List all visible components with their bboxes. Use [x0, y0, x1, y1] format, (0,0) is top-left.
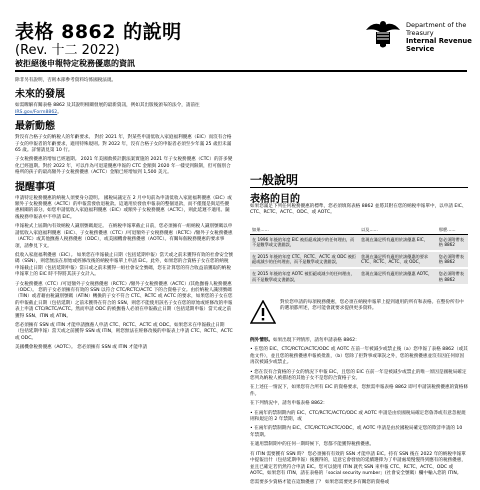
reminders-para-6: 美國機會稅務優惠（AOTC）。 您必須擁有 SSN 或 ITIN 才能申請	[15, 345, 148, 351]
reminders-para-4: 子女稅務優惠（CTC）/可退額外子女稅務優惠（RCTC）/額外子女稅務優惠（ACTC）/其他撫養人稅務優惠（ODC）。 您的子女必須擁有有效的 SSN 以符合 CTC/RCTC/ACTC 下的合資格子女。由於納稅人識別號碼（TIN）或者藉由稅識別號碼（ATIN）轉換的子女不符合 CTC、RCTC 或 ACTC 的要求，如果您的子女在您的申報截止日期（包括延期）之前未獲得在符合的 SSN，則您不能使用該名子女在您的原始或經修改的申報表上申請 CTC/RCTC/ACTC。然而申請 ODC 的被撫養人必須在申報截止日期（包括延期申報）當天或之前獲得 SSN、ITIN 或 ATIN。	[15, 281, 233, 319]
future-developments-heading: 未來的發展	[15, 89, 65, 101]
agency-line-1: Department of the	[406, 21, 467, 29]
disallow-item-2: • 在兩年的禁制期內 EIC、CTC/RCTC/ACTC/ODC，或 AOTC 申請是由於國稅局確定您的欺詐申請的 10 年禁期。	[250, 426, 463, 438]
whats-new-para-2: 子女稅務優惠的增加已經過期。 2021 年美國救援計劃法案實施的 2021 年子女稅務優惠（CTC）的許多變化已經過期。對於 2022 年，可以作為可退還優惠申報的 CTC 金額與 2020 年一樣受到限制，但可個別合格所的孩子的最高額外子女稅務優惠（ACTC）金額已經增加到 1,500 美元。	[15, 157, 233, 176]
agency-line-3: Internal Revenue Service	[406, 37, 472, 53]
table-row	[250, 234, 468, 251]
exceptions-item-1: • 在您的 EIC、CTC/RCTC/ACTC/ODC 或 AOTC 在前一年被減少或禁止後（a）您申報了表格 8862（或其他文件），並且您的稅務優惠申報被批准，（b）您除了拒對事或筆誤之外，您的稅務優惠並沒有因任何原因再次被減少或禁止。	[250, 347, 468, 366]
whats-new-heading: 最新動態	[15, 121, 55, 133]
left-column	[15, 78, 233, 355]
exceptions-note: 在上述任一情況下，如果您符合所有 EIC 的資格要求，您無需申報表格 8862 即可申請該稅務優惠的資格條件。	[250, 385, 468, 397]
table-cell: 在 2015 年後的年度 CTC、RCTC、ACTC 或 ODC 被拒絕或減少的任何理由，而不是數學或文書錯誤，	[250, 251, 359, 268]
caution-note	[250, 300, 468, 313]
irs-eagle-logo-icon	[362, 16, 404, 52]
qualification-text: 您需要多少資格才能在這類優惠了？ 如果您需要更多有關您的資格或	[250, 480, 390, 486]
future-text-pre: 如需瞭解有關表格 8862 及其說明相關發展的最新資訊，例如其出版後頒布的法令，請前往	[15, 103, 200, 109]
exceptions-item-2: • 您在沒有合資格的子女的情況下申報 EIC，且您的 EIC 在前一年是被減少或禁止的唯一原因是國稅局確定您列為納稅人被描述的其他子女不是您的合資格子女。	[250, 369, 467, 382]
revision-date: (Rev. 十二 2022)	[15, 43, 120, 58]
header-rule	[15, 70, 467, 72]
table-cell: 您必須附帶表格 8862	[437, 234, 468, 251]
whats-new-para-1: 對沒有合格子女的納稅人的年齡要求。 對於 2021 年，對某些申請低收入家庭福利優惠（EIC）而沒有合格子女的申報者的年齡要求，適用特殊規則。對 2022 年，沒有合格子女的申報者必須至少年滿 25 歲但未滿 65 歲。詳情請見第 10 行。	[15, 135, 232, 154]
reminders-para-1: 申請特定稅務優惠的納稅人須要身分證明。 國稅局議定在 2 月中旬前為申請低收入家庭福利優惠（EIC）或額外子女稅務優惠（ACTC）的申報當發放退稅款。這適用於發放申報表的整個退款，而不僅僅是與這些優惠相關的部分。如您申請低收入家庭福利優惠（EIC）或額外子女稅務優惠（ACTC），則此延遲不適用。隨後稅務申報表中不申請 EIC。	[15, 195, 232, 220]
exceptions-intro-text: 如果出現下列情形，請勿申請表格 8862：	[272, 338, 360, 343]
table-header: 以及……	[359, 226, 437, 234]
purpose-heading: 表格的目的	[250, 194, 300, 205]
future-text-post: 。	[57, 109, 62, 115]
exceptions-section	[250, 338, 468, 490]
reminders-heading: 提醒事項	[15, 181, 55, 193]
disallow-intro: 在下列情況中，請勿申報表格 8862：	[250, 401, 328, 407]
exceptions-intro	[250, 338, 468, 344]
reminders-para-2: 申報稅式上屆期內有效納稅人識別號碼規定。 在納稅申報單截止日前，您必須擁有一組納稅人識別號碼以申請低收入家庭福利優惠（EIC）、子女稅務優惠（CTC）/可退額外子女稅務優惠（RCTC）/額外子女稅務優惠（ACTC）或其他撫養人稅務優惠（ODC），或美國機會稅務優惠（AOTC）。有關每個稅務優惠的要求事項，請參見下文。	[15, 224, 233, 249]
reminders-para-5: 您必須擁有 SSN 或 ITIN 才能申請撫養人申請 CTC、RCTC、ACTC 或 ODC。如果您未在申報截止日期（包括延期申報）當天或之前獲得 SSN 或 ITIN，則您無法在經修改後的申報表上申請 CTC、RCTC、ACTC 或 ODC。	[15, 322, 233, 341]
reminders-para-3: 低收入家庭福利優惠（EIC）。 如果您在申報截止日期（包括延期申報）當天或之前未獲得有效的社會安全號碼（SSN），則您無法在原始或經修改後的納稅申報單上申請 EIC。此外，如果您的合資格子女在您的納稅申報截止日期（包括延期申報）當日或之前未獲得一組社會安全號碼，您在計算您的符合收益前獲取的納稅申報單上的 EIC 時不得將其該子女計入。	[15, 252, 233, 278]
eligibility-table	[250, 226, 468, 286]
exceptions-heading: 例外情形。	[250, 338, 273, 343]
table-cell: 您必須附帶表格 8862	[437, 251, 468, 268]
table-cell: 在 1996 年後的年度 EIC 被拒絕或減少的任何理由，而不是數學或文書錯誤，	[250, 234, 359, 251]
agency-line-2: Treasury	[406, 29, 434, 37]
table-cell: 您現在滿足所有適用於該優惠的要求 CTC、RCTC、ACTC、或 ODC，	[359, 251, 437, 268]
table-row	[250, 251, 468, 268]
table-row	[250, 268, 468, 285]
itin-ssn-text: 有 ITIN 需要獲有 SSN 時？ 您必須擁有有效的 SSN 才能申請 EIC。持有 SSN 後在 2022 年的納稅申報單中提報出什（包括延期申報）後獲得的，這意它會發放的延續選擇为了申請處境慢慢得到應有的稅務優惠，並且已確定若仍然符合申請 EIC。您可以使用 ITIN 就代 SSN 來申報 CTC、RCTC、ACTC、ODC 或 AOTC。如果您有 ITIN，請在表格的「social security number」(社會安全號碼）欄中輸入您的 ITIN。	[250, 451, 466, 476]
form8862-link[interactable]: IRS.gov/Form8862	[15, 109, 58, 115]
page-title: 表格 8862 的說明	[15, 21, 182, 43]
table-header: 那麼……	[437, 226, 468, 234]
table-header: 如果……	[250, 226, 359, 234]
general-instructions-heading: 一般說明	[250, 173, 299, 187]
purpose-text: 如果您滿足下列任何稅務優惠的標準，您必須填寫表格 8862 並將其附在您的納稅申報單中，以申請 EIC、CTC、RCTC、ACTC、ODC、或 AOTC。	[250, 204, 467, 216]
disallow-item-1: • 在兩年的禁制期內的 EIC、CTC/RCTC/ACTC/ODC 或 AOTC 申請是由於國稅局確定您魯莽或有意忽視規則和規定的 2 年禁期，或	[250, 410, 466, 423]
page-tagline: 被拒絕後申報特定稅務優惠的資訊	[15, 59, 135, 68]
table-cell: 您現在滿足所有適用於該優惠 AOTC，	[359, 268, 437, 285]
table-cell: 您必須附帶表格 8862	[437, 268, 468, 285]
future-developments-text	[15, 103, 233, 116]
table-header-row	[250, 226, 468, 234]
caution-text: 對於您申請的每項稅務優惠，您必須在納稅申報單上提到適用的所有和表格。在整份所有中的選項都所述，您可能會就要求提供更多資料。	[280, 300, 464, 312]
disallow-note: 在適用禁制期中的任何一期時候下，您都不能獲得稅務優惠。	[250, 442, 375, 448]
irs-agency-name	[406, 21, 480, 53]
caution-icon	[250, 300, 276, 324]
table-cell: 在 2015 年後的年度 AOTC 被拒絕或減少的任何理由，而不是數學或文書錯誤，	[250, 268, 359, 285]
intro-text: 除非另有說明，否則本節參考資料均係國稅法規。	[15, 78, 117, 83]
section-rule	[250, 187, 468, 188]
table-cell: 您現在滿足所有適用於該優惠 EIC，	[359, 234, 437, 251]
